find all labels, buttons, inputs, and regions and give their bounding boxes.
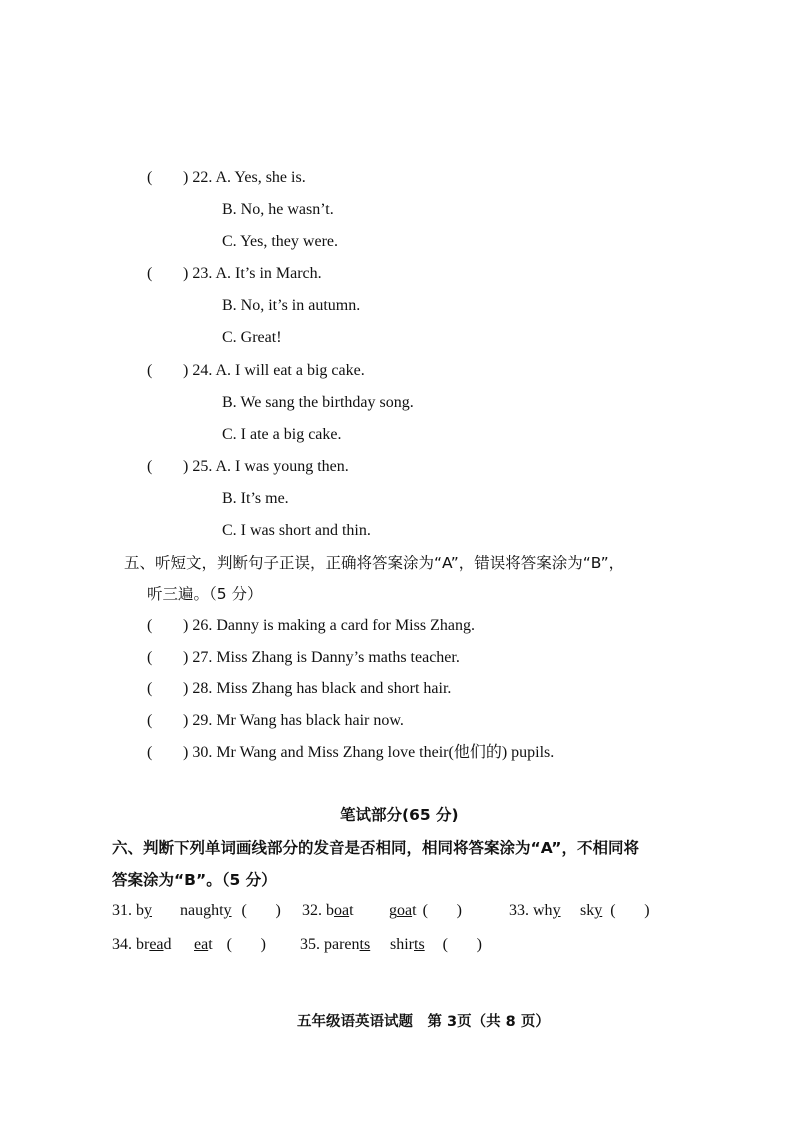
answer-blank[interactable]: ( [147, 680, 153, 697]
answer-blank[interactable]: ( [147, 712, 153, 729]
tf-item-26: ( ) 26. Danny is making a card for Miss Zhang. [147, 617, 475, 634]
option-a: A. I will eat a big cake. [215, 362, 365, 379]
word-parents: parents [324, 936, 371, 953]
option-c: C. Yes, they were. [222, 233, 338, 250]
answer-blank[interactable]: ( [147, 169, 153, 186]
phonics-q34-word2: eat ( ) [194, 936, 266, 953]
answer-blank[interactable]: ( [241, 902, 247, 919]
tf-item-30: ( ) 30. Mr Wang and Miss Zhang love their(他们的) pupils. [147, 744, 555, 761]
option-b: B. We sang the birthday song. [222, 394, 414, 411]
word-sky: sky [580, 902, 603, 919]
word-goat: goat [389, 902, 417, 919]
phonics-q32: 32. boat [302, 902, 354, 919]
page-footer: 五年级语英语试题 第 3页（共 8 页） [297, 1014, 550, 1030]
option-b: B. No, it’s in autumn. [222, 297, 361, 314]
word-why: why [533, 902, 561, 919]
phonics-q31-word2: naughty ( ) [180, 902, 281, 919]
question-number: 24. [192, 362, 213, 379]
option-c: C. I was short and thin. [222, 522, 371, 539]
answer-blank[interactable]: ( [422, 902, 428, 919]
phonics-q32-word2: goat ( ) [389, 902, 462, 919]
section-5-heading-cont: 听三遍。（5 分） [147, 585, 263, 603]
section-6-heading-cont: 答案涂为“B”。（5 分） [112, 871, 277, 889]
word-shirts: shirts [390, 936, 425, 953]
answer-blank[interactable]: ( [147, 617, 153, 634]
question-number: 23. [192, 265, 213, 282]
answer-blank[interactable]: ( [147, 458, 153, 475]
answer-blank[interactable]: ( [147, 362, 153, 379]
answer-blank[interactable]: ( [610, 902, 616, 919]
phonics-q31: 31. by [112, 902, 152, 919]
phonics-q34: 34. bread [112, 936, 172, 953]
question-24-line: ( ) 24. A. I will eat a big cake. [147, 362, 365, 379]
option-a: A. I was young then. [215, 458, 349, 475]
word-by: by [136, 902, 152, 919]
section-5-heading: 五、听短文，判断句子正误，正确将答案涂为“A”，错误将答案涂为“B”， [124, 554, 625, 572]
question-22-line: ( ) 22. A. Yes, she is. [147, 169, 306, 186]
question-number: 25. [192, 458, 213, 475]
phonics-q35: 35. parents [300, 936, 371, 953]
answer-blank[interactable]: ( [442, 936, 448, 953]
answer-blank[interactable]: ( [147, 265, 153, 282]
word-boat: boat [326, 902, 354, 919]
word-eat: eat [194, 936, 213, 953]
option-a: A. Yes, she is. [215, 169, 306, 186]
option-c: C. Great! [222, 329, 282, 346]
written-part-title: 笔试部分(65 分) [340, 806, 459, 824]
phonics-q33-word2: sky ( ) [580, 902, 650, 919]
question-25-line: ( ) 25. A. I was young then. [147, 458, 349, 475]
answer-blank[interactable]: ( [226, 936, 232, 953]
tf-item-28: ( ) 28. Miss Zhang has black and short hair. [147, 680, 452, 697]
word-bread: bread [136, 936, 172, 953]
phonics-q33: 33. why [509, 902, 561, 919]
tf-item-29: ( ) 29. Mr Wang has black hair now. [147, 712, 404, 729]
option-b: B. No, he wasn’t. [222, 201, 334, 218]
option-a: A. It’s in March. [215, 265, 322, 282]
answer-blank[interactable]: ( [147, 744, 153, 761]
section-6-heading: 六、判断下列单词画线部分的发音是否相同，相同将答案涂为“A”，不相同将 [112, 839, 639, 857]
question-number: 22. [192, 169, 213, 186]
tf-item-27: ( ) 27. Miss Zhang is Danny’s maths teacher. [147, 649, 460, 666]
option-c: C. I ate a big cake. [222, 426, 342, 443]
answer-blank[interactable]: ( [147, 649, 153, 666]
question-23-line: ( ) 23. A. It’s in March. [147, 265, 322, 282]
phonics-q35-word2: shirts ( ) [390, 936, 482, 953]
word-naughty: naughty [180, 902, 232, 919]
option-b: B. It’s me. [222, 490, 289, 507]
